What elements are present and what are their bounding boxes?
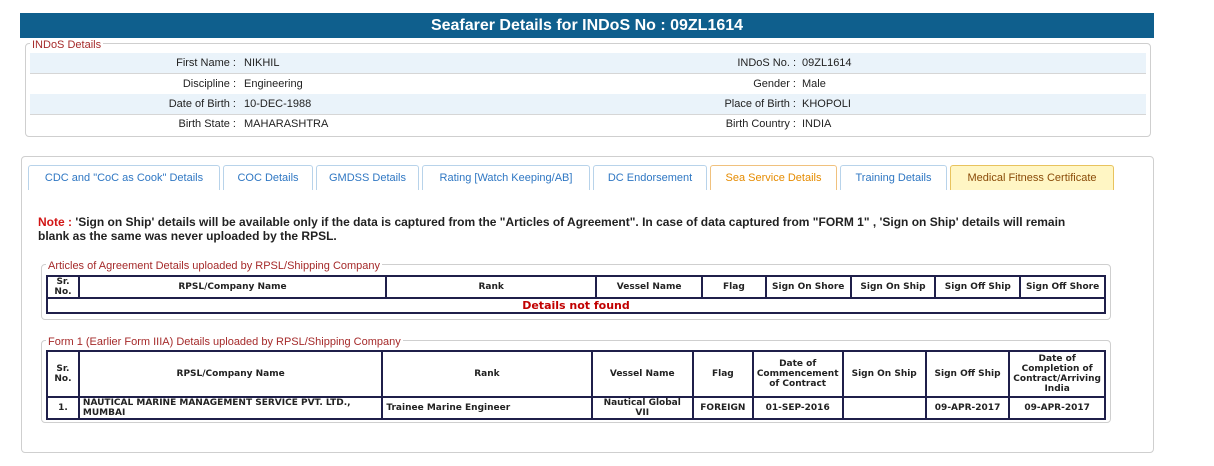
col-commencement: Date of Commencement of Contract — [753, 351, 843, 397]
tab-coc-details[interactable]: COC Details — [223, 165, 313, 190]
col-sign-on-ship: Sign On Ship — [851, 276, 936, 298]
articles-table — [46, 275, 1106, 314]
first-name-value: NIKHIL — [244, 57, 280, 69]
col-sign-off-ship: Sign Off Ship — [935, 276, 1020, 298]
row-rank: Trainee Marine Engineer — [382, 397, 591, 419]
col-company-name: RPSL/Company Name — [79, 276, 386, 298]
col-flag: Flag — [702, 276, 766, 298]
row-company-name: NAUTICAL MARINE MANAGEMENT SERVICE PVT. LTD., MUMBAI — [79, 397, 382, 419]
birth-country-value: INDIA — [802, 118, 832, 130]
birth-country-label: Birth Country : — [725, 118, 796, 130]
note-text: 'Sign on Ship' details will be available only if the data is captured from the "Articles of Agreement". In case of data captured from "FORM 1" , 'Sign on Ship' details will remain blank as the same was never uploaded by the RPSL. — [38, 215, 1066, 243]
page-title: Seafarer Details for INDoS No : 09ZL1614 — [20, 13, 1154, 38]
gender-label: Gender : — [753, 78, 796, 90]
indos-no-value: 09ZL1614 — [802, 57, 852, 69]
row-completion: 09-APR-2017 — [1009, 397, 1105, 419]
row-vessel-name: Nautical Global VII — [592, 397, 693, 419]
col-sr-no: Sr. No. — [47, 351, 79, 397]
discipline-value: Engineering — [244, 78, 303, 90]
form1-legend: Form 1 (Earlier Form IIIA) Details uploaded by RPSL/Shipping Company — [48, 336, 401, 348]
col-flag: Flag — [693, 351, 753, 397]
indos-no-label: INDoS No. : — [737, 57, 796, 69]
row-sign-off-ship: 09-APR-2017 — [926, 397, 1009, 419]
tab-training-details[interactable]: Training Details — [840, 165, 947, 190]
col-sr-no: Sr. No. — [47, 276, 79, 298]
date-of-birth-value: 10-DEC-1988 — [244, 98, 312, 110]
table-row — [47, 397, 1105, 419]
col-sign-on-shore: Sign On Shore — [766, 276, 851, 298]
row-sr-no: 1. — [47, 397, 79, 419]
place-of-birth-value: KHOPOLI — [802, 98, 851, 110]
col-sign-off-ship: Sign Off Ship — [926, 351, 1009, 397]
col-vessel-name: Vessel Name — [596, 276, 702, 298]
row-sign-on-ship — [843, 397, 926, 419]
details-not-found: Details not found — [47, 298, 1105, 313]
detail-row — [30, 74, 1146, 95]
tab-cdc-coc-cook[interactable]: CDC and "CoC as Cook" Details — [28, 165, 220, 190]
place-of-birth-label: Place of Birth : — [724, 98, 796, 110]
sign-on-ship-note — [38, 215, 1098, 243]
tab-rating-watch-keeping[interactable]: Rating [Watch Keeping/AB] — [422, 165, 590, 190]
indos-details-panel — [25, 39, 1151, 137]
date-of-birth-label: Date of Birth : — [168, 98, 236, 110]
col-sign-on-ship: Sign On Ship — [843, 351, 926, 397]
detail-row — [30, 94, 1146, 115]
tab-medical-fitness[interactable]: Medical Fitness Certificate — [950, 165, 1114, 190]
note-keyword: Note : — [38, 215, 72, 229]
col-completion: Date of Completion of Contract/Arriving India — [1009, 351, 1105, 397]
indos-details-legend: INDoS Details — [32, 39, 102, 51]
col-rank: Rank — [382, 351, 591, 397]
gender-value: Male — [802, 78, 826, 90]
tab-sea-service-details[interactable]: Sea Service Details — [710, 165, 837, 190]
col-rank: Rank — [386, 276, 596, 298]
col-company-name: RPSL/Company Name — [79, 351, 382, 397]
birth-state-value: MAHARASHTRA — [244, 118, 329, 130]
tab-gmdss-details[interactable]: GMDSS Details — [316, 165, 419, 190]
first-name-label: First Name : — [176, 57, 236, 69]
detail-row — [30, 114, 1146, 134]
col-sign-off-shore: Sign Off Shore — [1020, 276, 1105, 298]
row-commencement: 01-SEP-2016 — [753, 397, 843, 419]
birth-state-label: Birth State : — [178, 118, 236, 130]
articles-legend: Articles of Agreement Details uploaded by RPSL/Shipping Company — [48, 260, 381, 272]
form1-table — [46, 350, 1106, 420]
detail-row — [30, 53, 1146, 74]
discipline-label: Discipline : — [182, 78, 236, 90]
tab-dc-endorsement[interactable]: DC Endorsement — [593, 165, 707, 190]
row-flag: FOREIGN — [693, 397, 753, 419]
col-vessel-name: Vessel Name — [592, 351, 693, 397]
